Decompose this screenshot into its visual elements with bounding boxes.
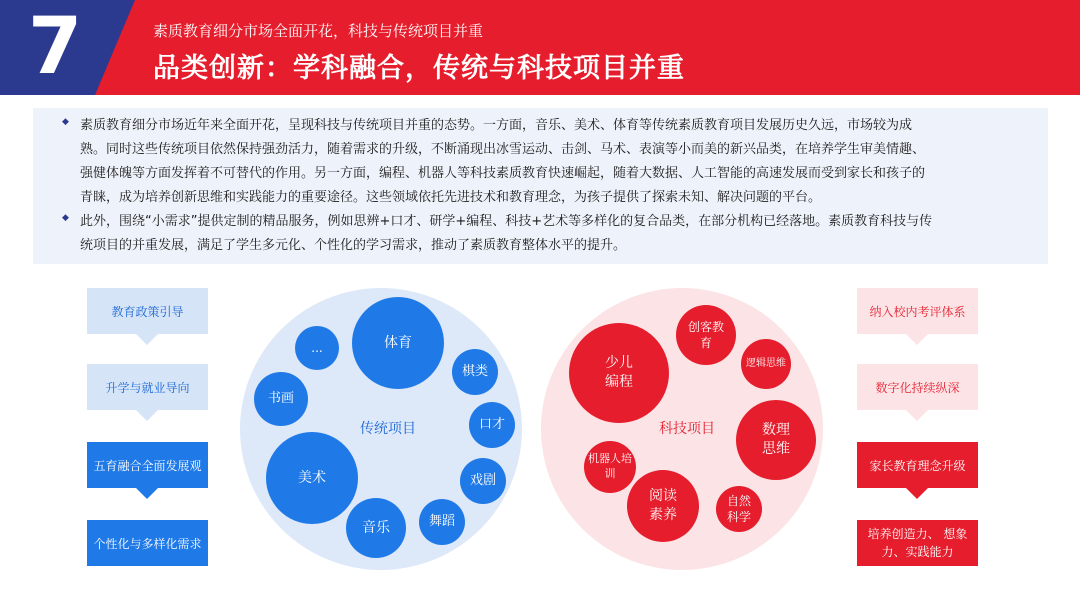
- arrow-down-icon: [136, 488, 158, 499]
- left-box-policy: 教育政策引导: [87, 288, 208, 334]
- bubble-natural-science: 自然科学: [716, 486, 762, 532]
- bubble-more: ...: [295, 326, 339, 370]
- bubble-robotics: 机器人培训: [584, 441, 636, 493]
- bubble-sports: 体育: [352, 297, 444, 389]
- bubble-reading: 阅读素养: [627, 470, 699, 542]
- tech-label: 科技项目: [659, 421, 715, 437]
- paragraph-line: 素质教育细分市场近年来全面开花，呈现科技与传统项目并重的态势。一方面，音乐、美术、体育等传统素质教育项目发展历史久远，市场较为成: [80, 118, 913, 133]
- bubble-drama: 戏剧: [460, 458, 506, 504]
- arrow-down-icon: [136, 410, 158, 421]
- paragraph-line: 熟。同时这些传统项目依然保持强劲活力，随着需求的升级，不断涌现出冰雪运动、击剑、马术、表演等小而美的新兴品类，在培养学生审美情趣、: [80, 142, 926, 157]
- left-box-five-education: 五育融合全面发展观: [87, 442, 208, 488]
- section-number: 7: [28, 2, 83, 92]
- arrow-down-icon: [136, 334, 158, 345]
- paragraph-line: 强健体魄等方面发挥着不可替代的作用。另一方面，编程、机器人等科技素质教育快速崛起，随着大数据、人工智能的高速发展而受到家长和孩子的: [80, 166, 926, 181]
- bubble-logic: 逻辑思维: [741, 339, 791, 389]
- bubble-eloquence: 口才: [469, 402, 515, 448]
- bubble-music: 音乐: [346, 498, 406, 558]
- right-box-parents: 家长教育理念升级: [857, 442, 978, 488]
- bubble-art: 美术: [266, 432, 358, 524]
- traditional-label: 传统项目: [360, 421, 416, 437]
- bubble-dance: 舞蹈: [419, 499, 465, 545]
- page-subtitle: 素质教育细分市场全面开花，科技与传统项目并重: [153, 22, 484, 40]
- left-box-personalization: 个性化与多样化需求: [87, 520, 208, 566]
- arrow-down-icon: [906, 334, 928, 345]
- paragraph-line: 统项目的并重发展，满足了学生多元化、个性化的学习需求，推动了素质教育整体水平的提升。: [80, 238, 627, 253]
- paragraph-1: [80, 114, 1040, 210]
- paragraph-line: 青睐，成为培养创新思维和实践能力的重要途径。这些领域依托先进技术和教育理念，为孩子提供了探索未知、解决问题的平台。: [80, 190, 822, 205]
- bubble-maker-education: 创客教育: [676, 305, 736, 365]
- paragraph-line: 此外，围绕“小需求”提供定制的精品服务，例如思辨+口才、研学+编程、科技+艺术等多样化的复合品类，在部分机构已经落地。素质教育科技与传: [80, 214, 933, 229]
- right-box-creativity: 培养创造力、 想象力、实践能力: [857, 520, 978, 566]
- bullet-diamond-icon: ◆: [62, 117, 69, 127]
- bullet-diamond-icon: ◆: [62, 213, 69, 223]
- right-box-school-evaluation: 纳入校内考评体系: [857, 288, 978, 334]
- bubble-chess: 棋类: [452, 349, 498, 395]
- paragraph-2: [80, 210, 1040, 258]
- bubble-calligraphy: 书画: [254, 372, 308, 426]
- bubble-math-thinking: 数理思维: [736, 400, 816, 480]
- header-banner: [0, 0, 1080, 95]
- left-box-career: 升学与就业导向: [87, 364, 208, 410]
- bubble-kids-coding: 少儿编程: [569, 323, 669, 423]
- page-title: 品类创新：学科融合，传统与科技项目并重: [153, 53, 685, 84]
- arrow-down-icon: [906, 410, 928, 421]
- right-box-digital: 数字化持续纵深: [857, 364, 978, 410]
- arrow-down-icon: [906, 488, 928, 499]
